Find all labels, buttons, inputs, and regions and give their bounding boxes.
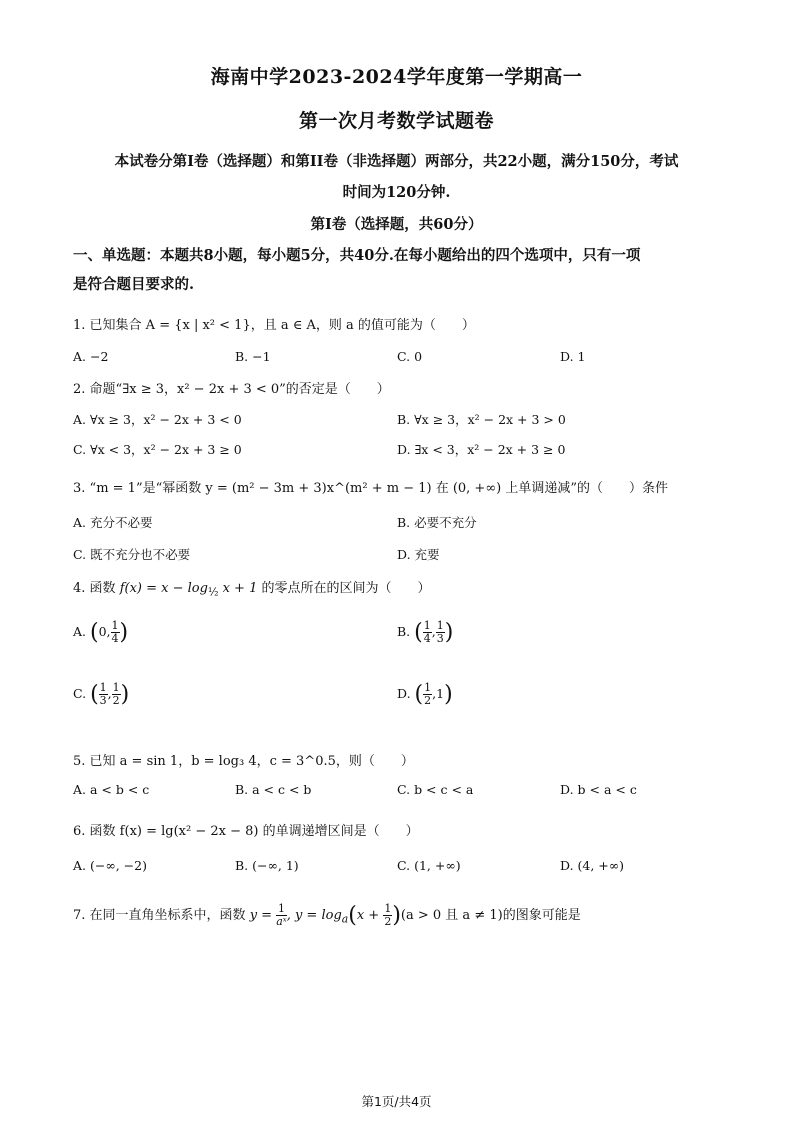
section-title: 第I卷（选择题，共60分） <box>310 216 483 233</box>
question-number: 7. <box>73 908 86 923</box>
fraction: $\frac{1}{3}$ <box>99 681 107 707</box>
function-y1: y = <box>249 908 273 923</box>
fraction: $\frac{1}{4}$ <box>423 619 431 645</box>
left-paren: ( <box>90 682 99 707</box>
exam-title-line1: 海南中学2023-2024学年度第一学期高一 <box>210 66 583 88</box>
question-stem-prefix: 函数 <box>89 581 116 596</box>
q1-option-b: B. −1 <box>235 349 271 364</box>
right-paren: ) <box>444 682 453 707</box>
question-5 <box>73 750 414 769</box>
question-3 <box>73 477 668 496</box>
q6-option-b: B. (−∞, 1) <box>235 858 299 873</box>
q4-option-c: C. ( $\frac{1}{3}$ , $\frac{1}{2}$ ) <box>73 681 130 707</box>
question-number: 3. <box>73 481 86 496</box>
intro-line1: 本试卷分第I卷（选择题）和第II卷（非选择题）两部分，共22小题，满分150分，考试 <box>114 153 679 170</box>
left-paren: ( <box>348 903 357 928</box>
interval-left: 0 <box>98 624 107 639</box>
q2-option-c: C. ∀x < 3，x² − 2x + 3 ≥ 0 <box>73 442 242 457</box>
q5-option-c: C. b < c < a <box>397 782 474 797</box>
question-4 <box>73 577 431 599</box>
q5-option-d: D. b < a < c <box>560 782 637 797</box>
question-number: 1. <box>73 318 86 333</box>
question-stem-prefix: 在同一直角坐标系中，函数 <box>89 908 246 923</box>
left-paren: ( <box>90 620 99 645</box>
q6-option-c: C. (1, +∞) <box>397 858 461 873</box>
question-stem: 命题“∃x ≥ 3，x² − 2x + 3 < 0”的否定是（ ） <box>89 382 390 397</box>
question-number: 6. <box>73 824 86 839</box>
condition: (a > 0 且 a ≠ 1) <box>400 908 503 923</box>
function-y2: , y = log <box>286 908 342 923</box>
q5-option-a: A. a < b < c <box>73 782 150 797</box>
interval-right: 1 <box>436 686 445 701</box>
question-stem: 已知集合 A = {x | x² < 1}，且 a ∈ A，则 a 的值可能为（ ） <box>89 318 475 333</box>
option-letter: B. <box>397 624 411 639</box>
question-number: 4. <box>73 581 86 596</box>
right-paren: ) <box>120 682 130 707</box>
right-paren: ) <box>444 620 454 645</box>
question-stem-suffix: 的图象可能是 <box>502 908 581 923</box>
question-stem: “m = 1”是“幂函数 y = (m² − 3m + 3)x^(m² + m − 1) 在 (0, +∞) 上单调递减”的（ ）条件 <box>89 481 669 496</box>
q6-option-d: D. (4, +∞) <box>560 858 625 873</box>
option-letter: A. <box>73 624 87 639</box>
q3-option-b: B. 必要不充分 <box>397 515 477 530</box>
question-stem: 函数 f(x) = lg(x² − 2x − 8) 的单调递增区间是（ ） <box>89 824 419 839</box>
fraction: $\frac{1}{2}$ <box>112 681 120 707</box>
right-paren: ) <box>392 903 401 928</box>
fraction: $\frac{1}{2}$ <box>424 681 432 707</box>
q2-option-d: D. ∃x < 3，x² − 2x + 3 ≥ 0 <box>397 442 566 457</box>
q1-option-a: A. −2 <box>73 349 109 364</box>
question-1 <box>73 314 475 333</box>
question-2 <box>73 378 390 397</box>
q4-option-a: A. (0, $\frac{1}{4}$ ) <box>73 619 129 645</box>
q5-option-b: B. a < c < b <box>235 782 312 797</box>
option-letter: D. <box>397 686 411 701</box>
question-number: 2. <box>73 382 86 397</box>
left-paren: ( <box>414 682 424 707</box>
q4-option-d: D. ( $\frac{1}{2}$ ,1) <box>397 681 453 707</box>
right-paren: ) <box>119 620 129 645</box>
part-desc-line1: 一、单选题：本题共8小题，每小题5分，共40分.在每小题给出的四个选项中，只有一项 <box>73 247 641 264</box>
q1-option-d: D. 1 <box>560 349 586 364</box>
q3-option-a: A. 充分不必要 <box>73 515 153 530</box>
page-footer: 第1页/共4页 <box>361 1094 432 1109</box>
question-number: 5. <box>73 754 86 769</box>
question-stem-suffix: 的零点所在的区间为（ ） <box>261 581 431 596</box>
question-stem: 已知 a = sin 1，b = log₃ 4，c = 3^0.5，则（ ） <box>89 754 414 769</box>
part-desc-line2: 是符合题目要求的. <box>73 276 195 293</box>
question-7 <box>73 903 581 928</box>
intro-line2: 时间为120分钟. <box>342 184 451 201</box>
exam-title-line2: 第一次月考数学试题卷 <box>298 110 494 132</box>
question-6 <box>73 820 419 839</box>
x-plus: x + <box>356 908 380 923</box>
q6-option-a: A. (−∞, −2) <box>73 858 147 873</box>
q3-option-c: C. 既不充分也不必要 <box>73 547 191 562</box>
log-base-a: a <box>341 912 349 926</box>
q2-option-b: B. ∀x ≥ 3，x² − 2x + 3 > 0 <box>397 412 566 427</box>
log-base: ½ <box>207 585 219 599</box>
fraction-one-half: $\frac{1}{2}$ <box>384 902 392 928</box>
fraction-1-over-a-x: $\frac{1}{\text{aˣ}}$ <box>276 902 287 928</box>
q1-option-c: C. 0 <box>397 349 423 364</box>
function-formula-tail: x + 1 <box>222 581 258 596</box>
option-letter: C. <box>73 686 87 701</box>
q2-option-a: A. ∀x ≥ 3，x² − 2x + 3 < 0 <box>73 412 242 427</box>
fraction: $\frac{1}{3}$ <box>436 619 444 645</box>
q3-option-d: D. 充要 <box>397 547 440 562</box>
fraction: $\frac{1}{4}$ <box>111 619 119 645</box>
left-paren: ( <box>414 620 423 645</box>
q4-option-b: B. ( $\frac{1}{4}$ , $\frac{1}{3}$ ) <box>397 619 454 645</box>
function-formula: f(x) = x − log <box>119 581 208 596</box>
